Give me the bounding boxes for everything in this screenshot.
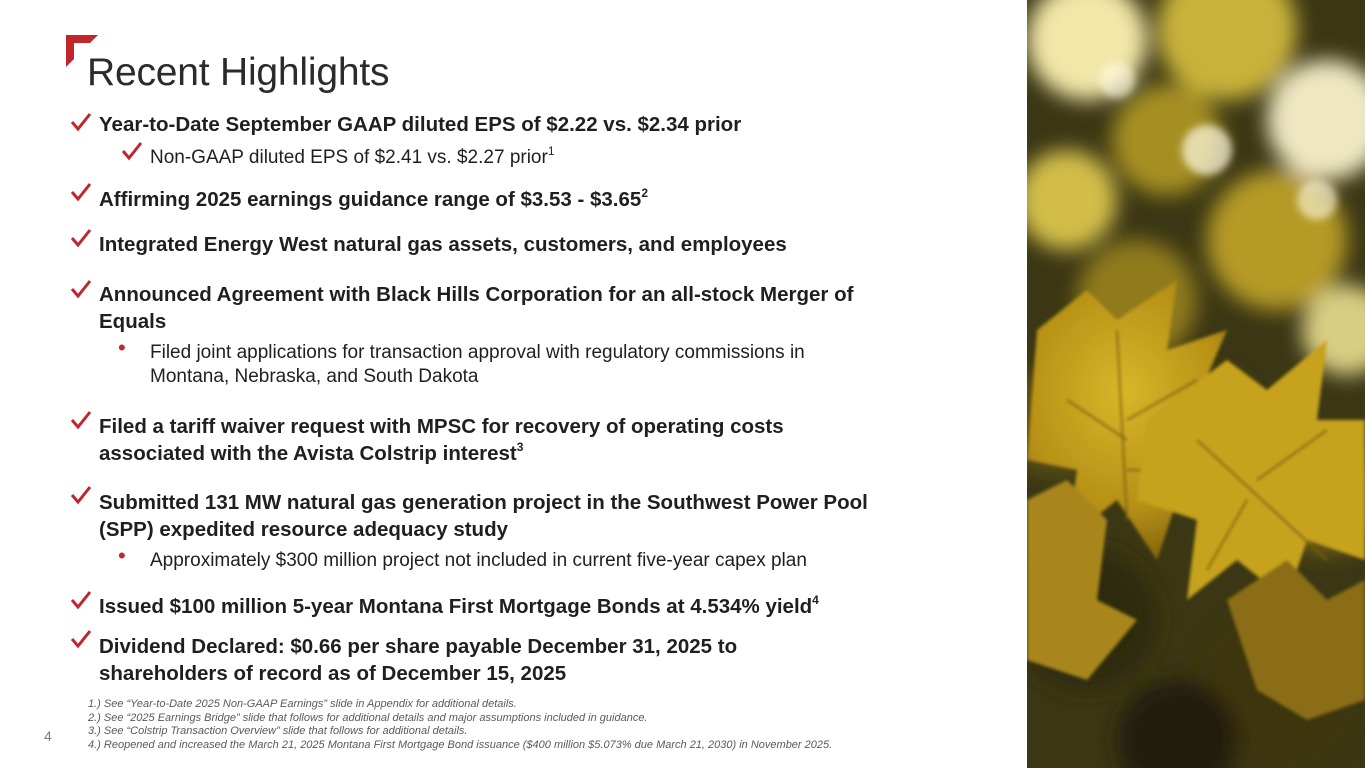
highlight-text-line2: shareholders of record as of December 15, 2025	[99, 662, 567, 685]
autumn-leaves-photo	[1027, 0, 1365, 768]
checkmark-icon	[121, 140, 143, 162]
highlight-item	[99, 413, 784, 467]
checkmark-icon	[70, 278, 92, 300]
footnote-ref: 2	[641, 186, 648, 201]
highlight-item	[99, 633, 737, 687]
highlight-item	[99, 111, 741, 138]
highlight-item	[99, 186, 648, 213]
highlight-subitem	[150, 549, 807, 573]
footnote-1: 1.) See “Year-to-Date 2025 Non-GAAP Earnings” slide in Appendix for additional details.	[88, 698, 517, 710]
highlight-text-line1: Filed a tariff waiver request with MPSC for recovery of operating costs	[99, 415, 784, 438]
highlight-text: Affirming 2025 earnings guidance range of $3.53 - $3.65	[99, 188, 642, 211]
checkmark-icon	[70, 181, 92, 203]
highlight-text: Approximately $300 million project not included in current five-year capex plan	[150, 550, 807, 571]
highlight-item	[99, 489, 868, 543]
highlight-text-line1: Filed joint applications for transaction approval with regulatory commissions in	[150, 342, 805, 363]
bullet-dot: •	[118, 335, 126, 360]
highlight-item	[99, 593, 819, 620]
highlight-item	[99, 281, 853, 335]
highlight-text-line1: Announced Agreement with Black Hills Corporation for an all-stock Merger of	[99, 283, 854, 306]
highlight-text: Year-to-Date September GAAP diluted EPS of $2.22 vs. $2.34 prior	[99, 113, 742, 136]
footnote-3: 3.) See “Colstrip Transaction Overview” slide that follows for additional details.	[88, 725, 468, 737]
highlight-text: Non-GAAP diluted EPS of $2.41 vs. $2.27 prior	[150, 147, 548, 168]
footnote-ref: 3	[516, 440, 524, 455]
page-title: Recent Highlights	[87, 51, 390, 94]
highlight-item	[99, 231, 787, 258]
checkmark-icon	[70, 111, 92, 133]
highlight-text-line2: Equals	[99, 310, 167, 333]
highlight-text: Integrated Energy West natural gas assets, customers, and employees	[99, 233, 787, 256]
page-number: 4	[44, 728, 52, 744]
highlight-text-line1: Dividend Declared: $0.66 per share payable December 31, 2025 to	[99, 635, 738, 658]
footnotes	[88, 698, 832, 752]
footnote-ref: 4	[812, 593, 819, 608]
footnote-4: 4.) Reopened and increased the March 21, 2025 Montana First Mortgage Bond issuance ($400 million $5.073% due March 21, 2030) in November 2025.	[88, 738, 833, 751]
highlight-text-line1: Submitted 131 MW natural gas generation project in the Southwest Power Pool	[99, 491, 868, 514]
checkmark-icon	[70, 589, 92, 611]
bullet-dot: •	[118, 543, 126, 568]
checkmark-icon	[70, 409, 92, 431]
highlight-text: Issued $100 million 5-year Montana First Mortgage Bonds at 4.534% yield	[99, 595, 813, 618]
highlight-text-line2: Montana, Nebraska, and South Dakota	[150, 366, 479, 387]
checkmark-icon	[70, 227, 92, 249]
highlight-text-line2: associated with the Avista Colstrip interest	[99, 442, 517, 465]
highlight-subitem	[150, 143, 555, 170]
leaves-illustration	[1027, 0, 1365, 768]
footnote-ref: 1	[547, 143, 555, 158]
checkmark-icon	[70, 628, 92, 650]
footnote-2: 2.) See “2025 Earnings Bridge” slide that follows for additional details and major assumptions included in guidance.	[88, 711, 648, 724]
highlight-text-line2: (SPP) expedited resource adequacy study	[99, 518, 508, 541]
checkmark-icon	[70, 484, 92, 506]
highlight-subitem	[150, 341, 805, 389]
